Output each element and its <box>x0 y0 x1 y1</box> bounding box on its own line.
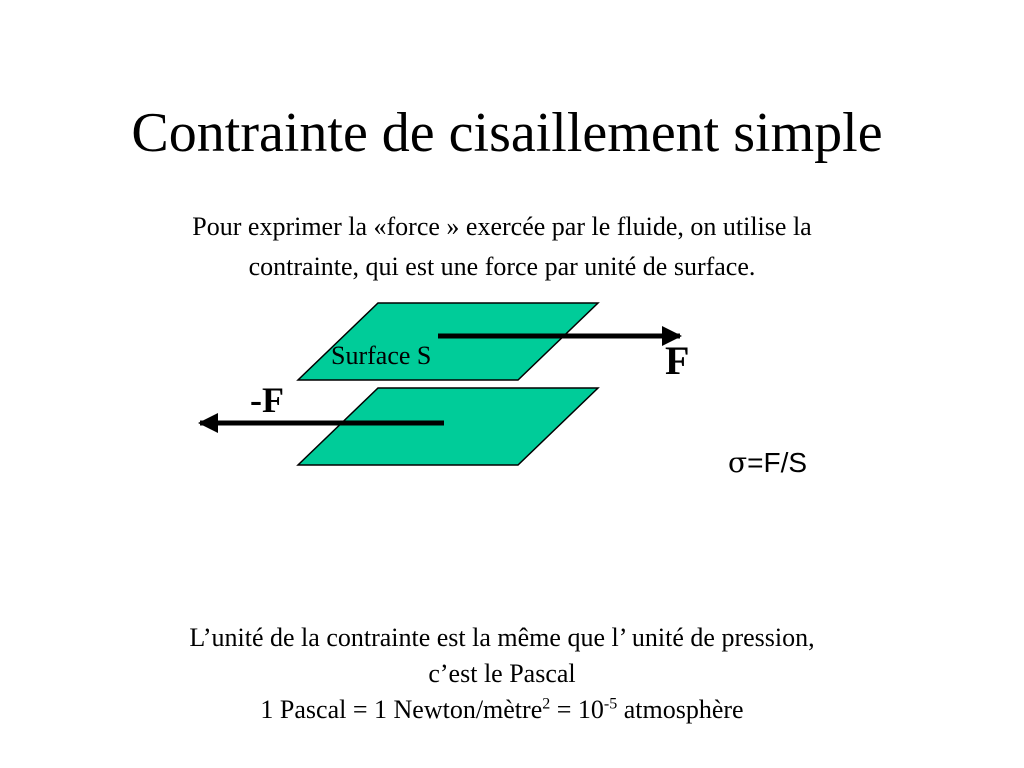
bottom-plate <box>298 388 598 465</box>
footer-line-2: c’est le Pascal <box>428 659 576 688</box>
surface-label: Surface S <box>331 341 432 370</box>
pascal-definition-suffix: atmosphère <box>617 695 744 724</box>
footer-text <box>40 620 964 728</box>
atm-exponent: -5 <box>603 695 618 713</box>
sigma-symbol: σ <box>728 446 748 479</box>
intro-line-1: Pour exprimer la «force » exercée par le fluide, on utilise la <box>192 212 812 241</box>
meter-exponent: 2 <box>542 695 551 713</box>
footer-line-3 <box>40 692 964 728</box>
force-label: F <box>665 338 690 383</box>
stress-formula <box>728 445 807 482</box>
pascal-definition-prefix: 1 Pascal = 1 Newton/mètre <box>260 695 543 724</box>
intro-line-2: contrainte, qui est une force par unité de surface. <box>248 252 756 281</box>
formula-equals: = <box>747 447 764 478</box>
formula-ratio: F/S <box>763 447 808 478</box>
negative-force-label: -F <box>250 380 284 420</box>
footer-line-1: L’unité de la contrainte est la même que l’ unité de pression, <box>189 623 815 652</box>
slide-title: Contrainte de cisaillement simple <box>131 102 883 164</box>
pascal-definition-middle: = 10 <box>550 695 604 724</box>
